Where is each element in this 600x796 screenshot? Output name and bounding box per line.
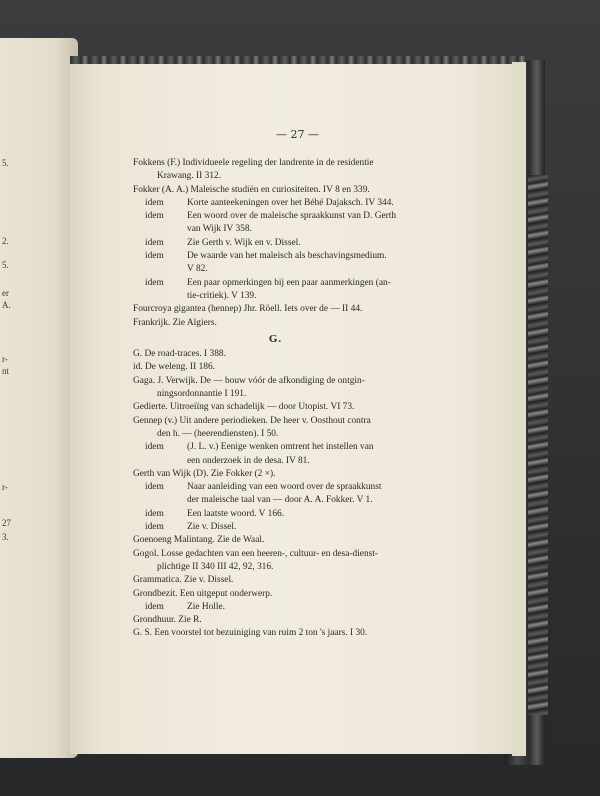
entry-continuation: den h. — (heerendiensten). I 50. — [157, 428, 279, 439]
entry-text: Naar aanleiding van een woord over de spraakkunst — [187, 482, 382, 493]
section-f — [133, 157, 418, 330]
index-entry — [133, 277, 418, 304]
entry-text: Gerth van Wijk (D). Zie Fokker (2 ×). — [133, 468, 276, 479]
entry-continuation: ningsordonnantie I 191. — [157, 389, 247, 400]
entry-text: Een paar opmerkingen bij een paar aanmerkingen (an- — [187, 277, 391, 288]
entry-text: De waarde van het maleisch als beschavingsmedium. — [187, 251, 387, 262]
index-entry — [133, 521, 418, 534]
index-entry — [133, 548, 418, 575]
entry-continuation: een onderzoek in de desa. IV 81. — [187, 455, 310, 466]
entry-text: Zie Holle. — [187, 601, 226, 612]
entry-continuation: plichtige II 340 III 42, 92, 316. — [157, 561, 274, 572]
section-heading-g: G. — [268, 332, 283, 345]
entry-text: Fourcroya gigantea (hennep) Jhr. Röell. Iets over de — II 44. — [133, 304, 363, 315]
index-entry — [133, 508, 418, 521]
index-entry — [133, 574, 418, 587]
left-page-fragment — [0, 38, 78, 758]
entry-text: Een laatste woord. V 166. — [187, 508, 285, 519]
index-entry — [133, 588, 418, 601]
index-content — [133, 157, 418, 641]
index-entry — [133, 197, 418, 210]
entry-text: Gedierte. Uitroeiïng van schadelijk — door Utopist. VI 73. — [133, 402, 355, 413]
entry-text: Fokkens (F.) Individueele regeling der landrente in de residentie — [133, 158, 374, 168]
left-fragment: 2. — [2, 236, 9, 246]
entry-text: Fokker (A. A.) Maleische studiën en curiositeiten. IV 8 en 339. — [133, 184, 370, 195]
section-g — [133, 348, 418, 641]
entry-text: G. De road-traces. I 388. — [133, 349, 226, 360]
index-entry — [133, 348, 418, 361]
index-entry — [133, 303, 418, 316]
index-entry — [133, 614, 418, 627]
idem-label: idem — [145, 442, 164, 453]
marbled-cover — [528, 175, 548, 715]
index-entry — [133, 401, 418, 414]
entry-text: Grammatica. Zie v. Dissel. — [133, 575, 234, 586]
entry-continuation: van Wijk IV 358. — [187, 224, 252, 235]
idem-label: idem — [145, 251, 164, 262]
entry-text: Korte aanteekeningen over het Béhé Dajaksch. IV 344. — [187, 197, 394, 208]
index-entry — [133, 157, 418, 184]
entry-text: (J. L. v.) Eenige wenken omtrent het instellen van — [187, 442, 374, 453]
entry-text: id. De weleng. II 186. — [133, 362, 216, 373]
entry-text: Zie v. Dissel. — [187, 522, 237, 533]
left-fragment: 27 — [2, 518, 11, 528]
index-entry — [133, 210, 418, 237]
entry-text: Zie Gerth v. Wijk en v. Dissel. — [187, 237, 301, 248]
entry-text: Frankrijk. Zie Algiers. — [133, 317, 217, 328]
index-entry — [133, 468, 418, 481]
index-entry — [133, 481, 418, 508]
entry-continuation: tie-critiek). V 139. — [187, 290, 257, 301]
index-entry — [133, 237, 418, 250]
index-entry — [133, 184, 418, 197]
index-entry — [133, 375, 418, 402]
index-entry — [133, 601, 418, 614]
idem-label: idem — [145, 277, 164, 288]
index-entry — [133, 627, 418, 640]
idem-label: idem — [145, 601, 164, 612]
entry-text: Gennep (v.) Uit andere periodieken. De heer v. Oosthout contra — [133, 415, 371, 426]
page-stack-edge — [512, 62, 526, 756]
index-entry — [133, 534, 418, 547]
index-entry — [133, 361, 418, 374]
entry-text: Gaga. J. Verwijk. De — bouw vóór de afkondiging de ontgin- — [133, 375, 365, 386]
idem-label: idem — [145, 522, 164, 533]
entry-text: Grondbezit. Een uitgeput onderwerp. — [133, 588, 273, 599]
entry-continuation: Krawang. II 312. — [157, 171, 222, 182]
index-entry — [133, 415, 418, 442]
left-fragment: r- — [2, 354, 8, 364]
entry-text: Een woord over de maleische spraakkunst van D. Gerth — [187, 211, 397, 222]
index-entry — [133, 441, 418, 468]
entry-text: Grondhuur. Zie R. — [133, 615, 202, 626]
left-fragment: r- — [2, 482, 8, 492]
entry-continuation: der maleische taal van — door A. A. Fokker. V 1. — [187, 495, 373, 506]
left-fragment: 3. — [2, 532, 9, 542]
index-entry — [133, 250, 418, 277]
idem-label: idem — [145, 237, 164, 248]
entry-text: Goenoeng Malintang. Zie de Waal. — [133, 535, 265, 546]
left-fragment: 5. — [2, 158, 9, 168]
page-number: — 27 — — [276, 128, 319, 141]
idem-label: idem — [145, 482, 164, 493]
left-fragment: A. — [2, 300, 11, 310]
left-fragment: er — [2, 288, 9, 298]
entry-text: G. S. Een voorstel tot bezuiniging van ruim 2 ton 's jaars. I 30. — [133, 628, 368, 639]
idem-label: idem — [145, 508, 164, 519]
idem-label: idem — [145, 197, 164, 208]
entry-text: Gogol. Losse gedachten van een heeren-, cultuur- en desa-dienst- — [133, 548, 379, 559]
entry-continuation: V 82. — [187, 264, 208, 275]
top-cover-strip — [70, 56, 525, 64]
index-entry — [133, 317, 418, 330]
left-fragment: nt — [2, 366, 10, 376]
idem-label: idem — [145, 211, 164, 222]
left-fragment: 5. — [2, 260, 9, 270]
